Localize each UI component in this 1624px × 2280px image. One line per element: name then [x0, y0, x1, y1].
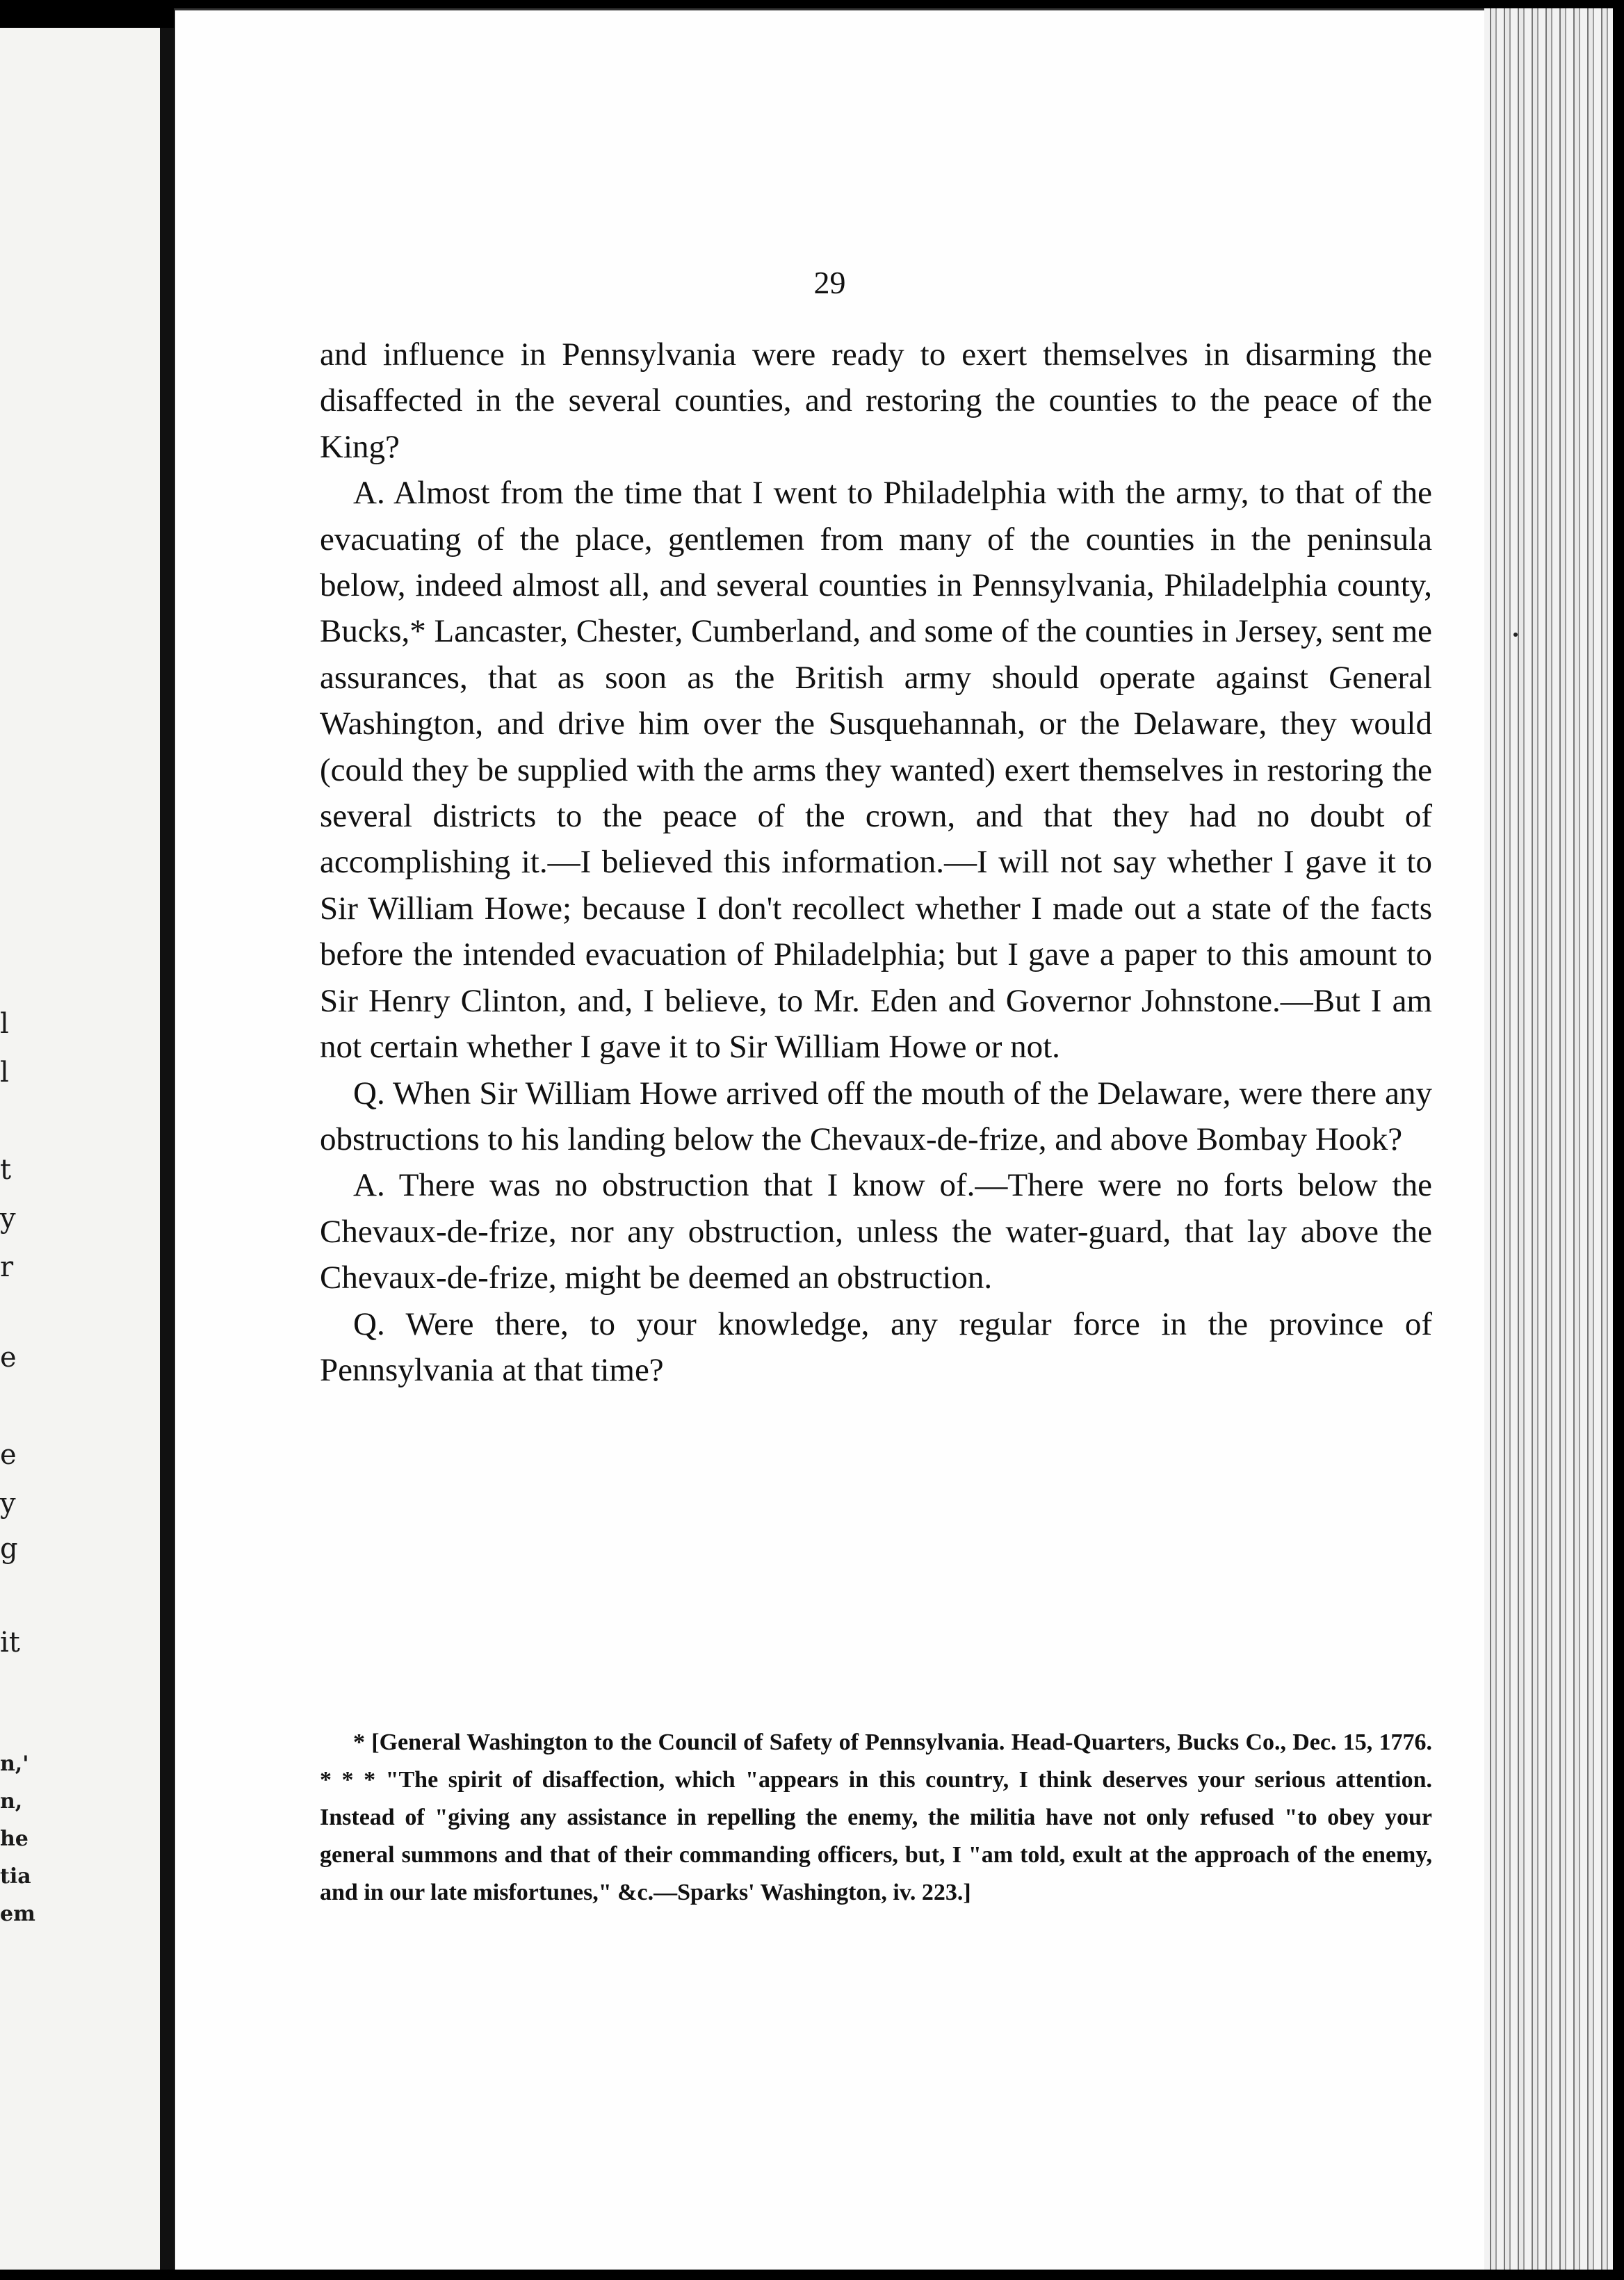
- left-page-fragment: r: [0, 1251, 14, 1283]
- print-speck: [1513, 633, 1518, 637]
- left-page-fragment: em: [0, 1902, 35, 1926]
- left-page-fragment: n,: [0, 1789, 23, 1814]
- paragraph: and influence in Pennsylvania were ready to exert themselves in disarming the disaffected in the several counties, and restoring the counties to the peace of the King?: [320, 336, 1432, 465]
- left-page-fragment: l: [0, 1008, 9, 1040]
- body-text: [320, 332, 1432, 1393]
- left-page-fragment: n,': [0, 1752, 29, 1776]
- page-number: 29: [813, 265, 846, 300]
- paragraph: Q. When Sir William Howe arrived off the mouth of the Delaware, were there any obstructions to his landing below the Chevaux-de-frize, and above Bombay Hook?: [320, 1075, 1432, 1157]
- paragraph: A. Almost from the time that I went to Philadelphia with the army, to that of the evacuating of the place, gentlemen from many of the counties in the peninsula below, indeed almost all, and several counties in Pennsylvania, Philadelphia county, Bucks,* Lancaster, Chester, Cumberland, and some of the counties in Jersey, sent me assurances, that as soon as the British army should operate against General Washington, and drive him over the Susquehannah, or the Delaware, they would (could they be supplied with the arms they wanted) exert themselves in restoring the several districts to the peace of the crown, and that they had no doubt of accomplishing it.—I believed this information.—I will not say whether I gave it to Sir William Howe; because I don't recollect whether I made out a state of the facts before the intended evacuation of Philadelphia; but I gave a paper to this amount to Sir Henry Clinton, and, I believe, to Mr. Eden and Governor Johnstone.—But I am not certain whether I gave it to Sir William Howe or not.: [320, 475, 1432, 1066]
- left-page-fragment: t: [0, 1154, 12, 1186]
- previous-page-edge: [0, 28, 172, 2270]
- footnote: [320, 1724, 1432, 1912]
- left-page-fragment: y: [0, 1488, 16, 1520]
- left-page-fragment: tia: [0, 1864, 31, 1889]
- paragraph: Q. Were there, to your knowledge, any regular force in the province of Pennsylvania at that time?: [320, 1305, 1432, 1388]
- left-page-fragment: e: [0, 1342, 17, 1374]
- left-page-fragment: he: [0, 1827, 29, 1851]
- page-edge-stack: [1477, 8, 1613, 2270]
- book-gutter: [160, 28, 174, 2270]
- left-page-fragment: y: [0, 1203, 16, 1235]
- footnote-text: * [General Washington to the Council of Safety of Pennsylvania. Head-Quarters, Bucks Co., Dec. 15, 1776. * * * "The spirit of disaffection, which "appears in this country, I think deserves your serious attention. Instead of "giving any assistance in repelling the enemy, the militia have not only refused "to obey your general summons and that of their commanding officers, but, I "am told, exult at the approach of the enemy, and in our late misfortunes," &c.—Sparks' Washington, iv. 223.]: [320, 1729, 1432, 1905]
- left-page-fragment: e: [0, 1439, 17, 1471]
- book-page: [174, 8, 1484, 2270]
- left-page-fragment: it: [0, 1627, 20, 1659]
- left-page-fragment: g: [0, 1533, 18, 1565]
- left-page-fragment: l: [0, 1057, 9, 1089]
- paragraph: A. There was no obstruction that I know of.—There were no forts below the Chevaux-de-frize, nor any obstruction, unless the water-guard, that lay above the Chevaux-de-frize, might be deemed an obstruction.: [320, 1167, 1432, 1296]
